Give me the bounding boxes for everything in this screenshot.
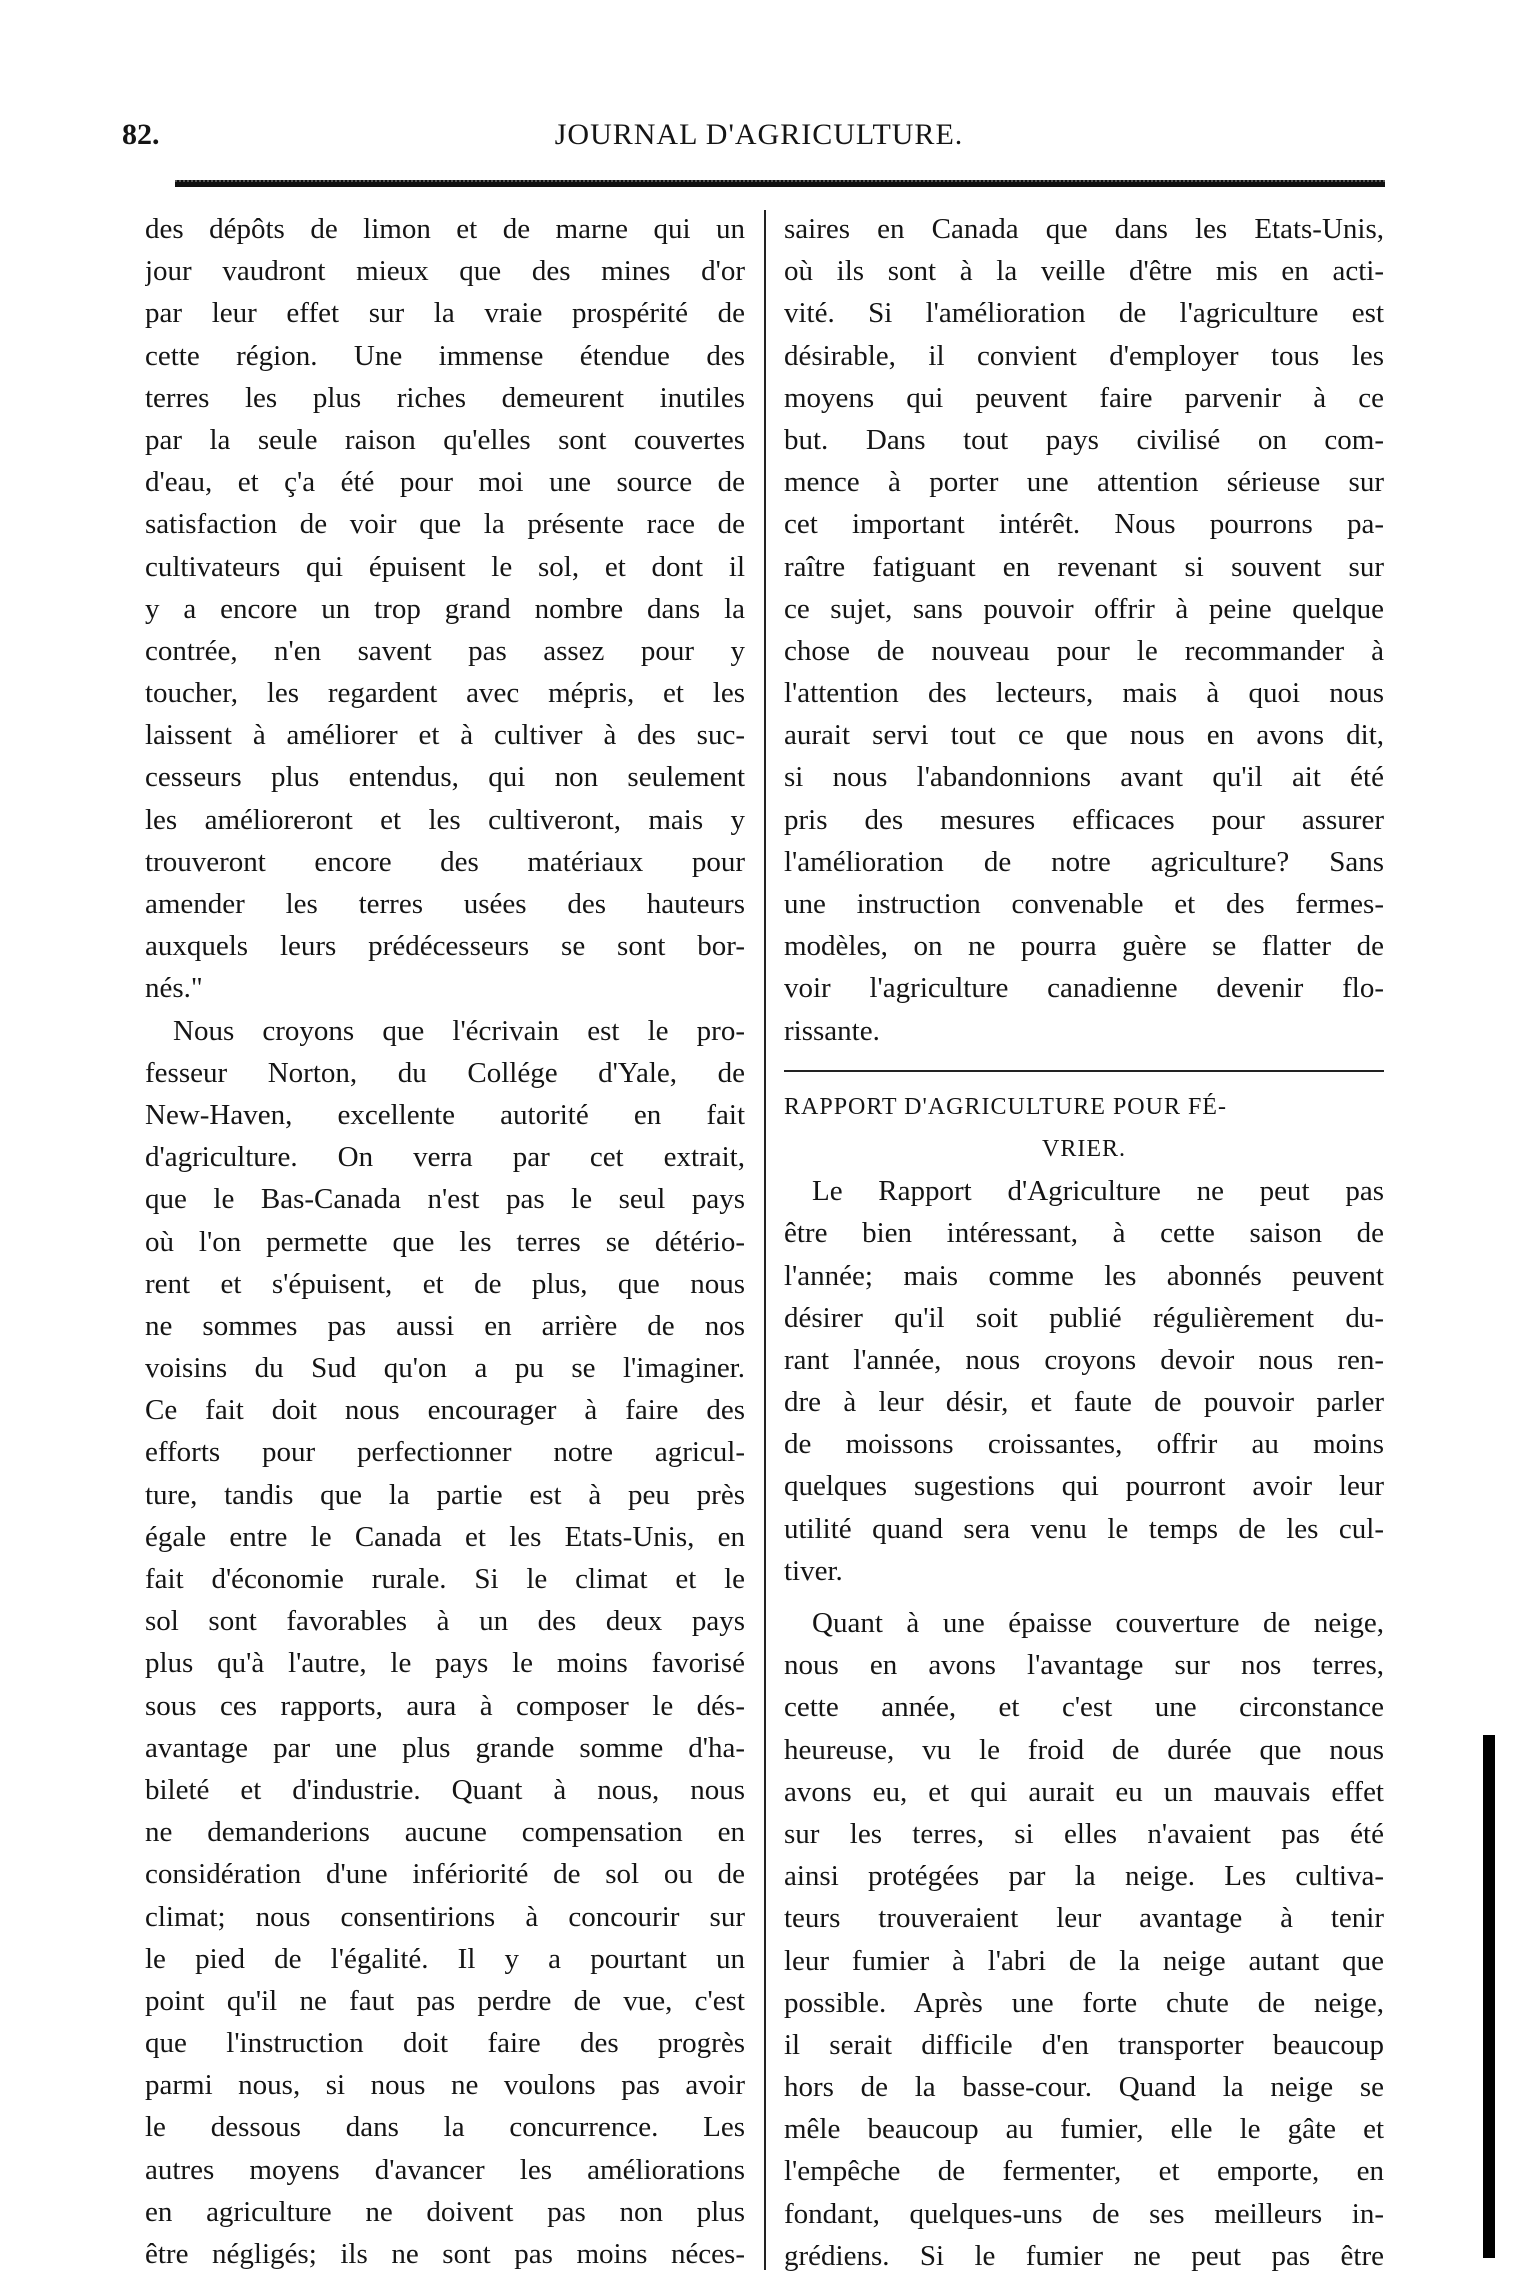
text-line: saires en Canada que dans les Etats-Unis, — [784, 213, 1384, 245]
text-line: d'agriculture. On verra par cet extrait, — [145, 1141, 745, 1174]
text-line: sous ces rapports, aura à composer le dés- — [145, 1689, 745, 1722]
text-line: modèles, on ne pourra guère se flatter de — [784, 930, 1384, 963]
header-rule — [175, 180, 1385, 187]
text-line: Ce fait doit nous encourager à faire des — [145, 1394, 745, 1427]
text-line: voir l'agriculture canadienne devenir flo- — [784, 972, 1384, 1005]
text-line: cultivateurs qui épuisent le sol, et dont il — [145, 550, 745, 583]
left-column — [145, 208, 745, 2275]
text-line: climat; nous consentirions à concourir sur — [145, 1900, 745, 1933]
paragraph-gap — [784, 1592, 1384, 1602]
text-line: de moissons croissantes, offrir au moins — [784, 1428, 1384, 1461]
text-line: sol sont favorables à un des deux pays — [145, 1605, 745, 1638]
text-line: Le Rapport d'Agriculture ne peut pas — [812, 1175, 1384, 1208]
text-line: cesseurs plus entendus, qui non seulement — [145, 761, 745, 794]
text-line: but. Dans tout pays civilisé on com- — [784, 423, 1384, 456]
text-line: plus qu'à l'autre, le pays le moins favorisé — [145, 1647, 745, 1680]
text-line: désirer qu'il soit publié régulièrement du- — [784, 1301, 1384, 1334]
text-line: heureuse, vu le froid de durée que nous — [784, 1733, 1384, 1766]
text-line: autres moyens d'avancer les améliorations — [145, 2153, 745, 2186]
margin-bar — [1483, 1735, 1495, 2258]
text-line: contrée, n'en savent pas assez pour y — [145, 634, 745, 667]
text-line: où l'on permette que les terres se détério- — [145, 1225, 745, 1258]
text-line: terres les plus riches demeurent inutiles — [145, 381, 745, 414]
text-line: être bien intéressant, à cette saison de — [784, 1217, 1384, 1250]
text-line: avantage par une plus grande somme d'ha- — [145, 1731, 745, 1764]
text-line: considération d'une infériorité de sol ou de — [145, 1858, 745, 1891]
text-line: où ils sont à la veille d'être mis en acti- — [784, 255, 1384, 288]
text-line: ture, tandis que la partie est à peu près — [145, 1478, 745, 1511]
text-line: y a encore un trop grand nombre dans la — [145, 592, 745, 625]
text-line: trouveront encore des matériaux pour — [145, 845, 745, 878]
text-line: si nous l'abandonnions avant qu'il ait été — [784, 761, 1384, 794]
text-line: New-Haven, excellente autorité en fait — [145, 1098, 745, 1131]
text-line: voisins du Sud qu'on a pu se l'imaginer. — [145, 1352, 745, 1385]
text-line: ne demanderions aucune compensation en — [145, 1816, 745, 1849]
text-line: égale entre le Canada et les Etats-Unis, en — [145, 1520, 745, 1553]
text-line: jour vaudront mieux que des mines d'or — [145, 255, 745, 288]
text-line: raître fatiguant en revenant si souvent sur — [784, 550, 1384, 583]
text-line: possible. Après une forte chute de neige, — [784, 1986, 1384, 2019]
text-line: cette région. Une immense étendue des — [145, 339, 745, 372]
text-line: le pied de l'égalité. Il y a pourtant un — [145, 1942, 745, 1975]
text-line: l'amélioration de notre agriculture? Sans — [784, 845, 1384, 878]
text-line: nés." — [145, 972, 203, 1005]
text-line: tiver. — [784, 1554, 843, 1587]
text-line: toucher, les regardent avec mépris, et les — [145, 677, 745, 710]
text-line: fondant, quelques-uns de ses meilleurs in- — [784, 2197, 1384, 2230]
right-column — [784, 208, 1384, 2277]
text-line: sur les terres, si elles n'avaient pas été — [784, 1817, 1384, 1850]
text-line: satisfaction de voir que la présente race de — [145, 508, 745, 541]
section-heading: RAPPORT D'AGRICULTURE POUR FÉ- — [784, 1093, 1227, 1120]
section-heading: VRIER. — [1042, 1135, 1126, 1162]
text-line: bileté et d'industrie. Quant à nous, nous — [145, 1773, 745, 1806]
text-line: que le Bas-Canada n'est pas le seul pays — [145, 1183, 745, 1216]
text-line: désirable, il convient d'employer tous les — [784, 339, 1384, 372]
section-rule — [784, 1070, 1384, 1072]
text-line: teurs trouveraient leur avantage à tenir — [784, 1902, 1384, 1935]
text-line: le dessous dans la concurrence. Les — [145, 2111, 745, 2144]
column-divider — [764, 210, 766, 2270]
running-title: JOURNAL D'AGRICULTURE. — [554, 118, 964, 151]
text-line: des dépôts de limon et de marne qui un — [145, 213, 745, 245]
text-line: l'attention des lecteurs, mais à quoi nous — [784, 677, 1384, 710]
text-line: ainsi protégées par la neige. Les cultiva- — [784, 1860, 1384, 1893]
text-line: leur fumier à l'abri de la neige autant que — [784, 1944, 1384, 1977]
page-number: 82. — [122, 118, 160, 151]
text-line: amender les terres usées des hauteurs — [145, 888, 745, 920]
text-line: efforts pour perfectionner notre agricul- — [145, 1436, 745, 1469]
text-line: l'année; mais comme les abonnés peuvent — [784, 1259, 1384, 1292]
text-line: avons eu, et qui aurait eu un mauvais effet — [784, 1775, 1384, 1808]
text-line: dre à leur désir, et faute de pouvoir parler — [784, 1386, 1384, 1419]
text-line: rissante. — [784, 1014, 880, 1047]
text-line: point qu'il ne faut pas perdre de vue, c'est — [145, 1984, 745, 2017]
text-line: ne sommes pas aussi en arrière de nos — [145, 1309, 745, 1342]
text-line: Nous croyons que l'écrivain est le pro- — [173, 1014, 745, 1047]
text-line: l'empêche de fermenter, et emporte, en — [784, 2155, 1384, 2188]
text-line: nous en avons l'avantage sur nos terres, — [784, 1649, 1384, 1682]
text-line: cet important intérêt. Nous pourrons pa- — [784, 508, 1384, 541]
text-line: utilité quand sera venu le temps de les cul- — [784, 1512, 1384, 1545]
text-line: vité. Si l'amélioration de l'agriculture est — [784, 297, 1384, 330]
text-line: pris des mesures efficaces pour assurer — [784, 803, 1384, 836]
text-line: parmi nous, si nous ne voulons pas avoir — [145, 2069, 745, 2102]
text-line: quelques sugestions qui pourront avoir leur — [784, 1470, 1384, 1503]
text-line: Quant à une épaisse couverture de neige, — [812, 1607, 1384, 1639]
text-line: grédiens. Si le fumier ne peut pas être — [784, 2239, 1384, 2272]
text-line: par la seule raison qu'elles sont couvertes — [145, 423, 745, 456]
text-line: être négligés; ils ne sont pas moins néces- — [145, 2238, 745, 2270]
text-line: aurait servi tout ce que nous en avons dit, — [784, 719, 1384, 752]
text-line: moyens qui peuvent faire parvenir à ce — [784, 381, 1384, 414]
text-line: ce sujet, sans pouvoir offrir à peine quelque — [784, 592, 1384, 625]
text-line: par leur effet sur la vraie prospérité de — [145, 297, 745, 330]
text-line: mence à porter une attention sérieuse sur — [784, 466, 1384, 499]
text-line: fesseur Norton, du Collége d'Yale, de — [145, 1056, 745, 1089]
text-line: d'eau, et ç'a été pour moi une source de — [145, 466, 745, 499]
text-line: cette année, et c'est une circonstance — [784, 1691, 1384, 1724]
text-line: rant l'année, nous croyons devoir nous ren- — [784, 1343, 1384, 1376]
text-line: laissent à améliorer et à cultiver à des suc- — [145, 719, 745, 752]
text-line: en agriculture ne doivent pas non plus — [145, 2195, 745, 2228]
text-line: il serait difficile d'en transporter beaucoup — [784, 2028, 1384, 2061]
text-line: que l'instruction doit faire des progrès — [145, 2027, 745, 2060]
text-line: les amélioreront et les cultiveront, mais y — [145, 803, 745, 836]
text-line: auxquels leurs prédécesseurs se sont bor- — [145, 930, 745, 963]
text-line: hors de la basse-cour. Quand la neige se — [784, 2071, 1384, 2104]
text-line: rent et s'épuisent, et de plus, que nous — [145, 1267, 745, 1300]
text-line: une instruction convenable et des fermes- — [784, 888, 1384, 920]
text-line: fait d'économie rurale. Si le climat et le — [145, 1563, 745, 1595]
text-line: chose de nouveau pour le recommander à — [784, 634, 1384, 667]
text-line: mêle beaucoup au fumier, elle le gâte et — [784, 2113, 1384, 2146]
